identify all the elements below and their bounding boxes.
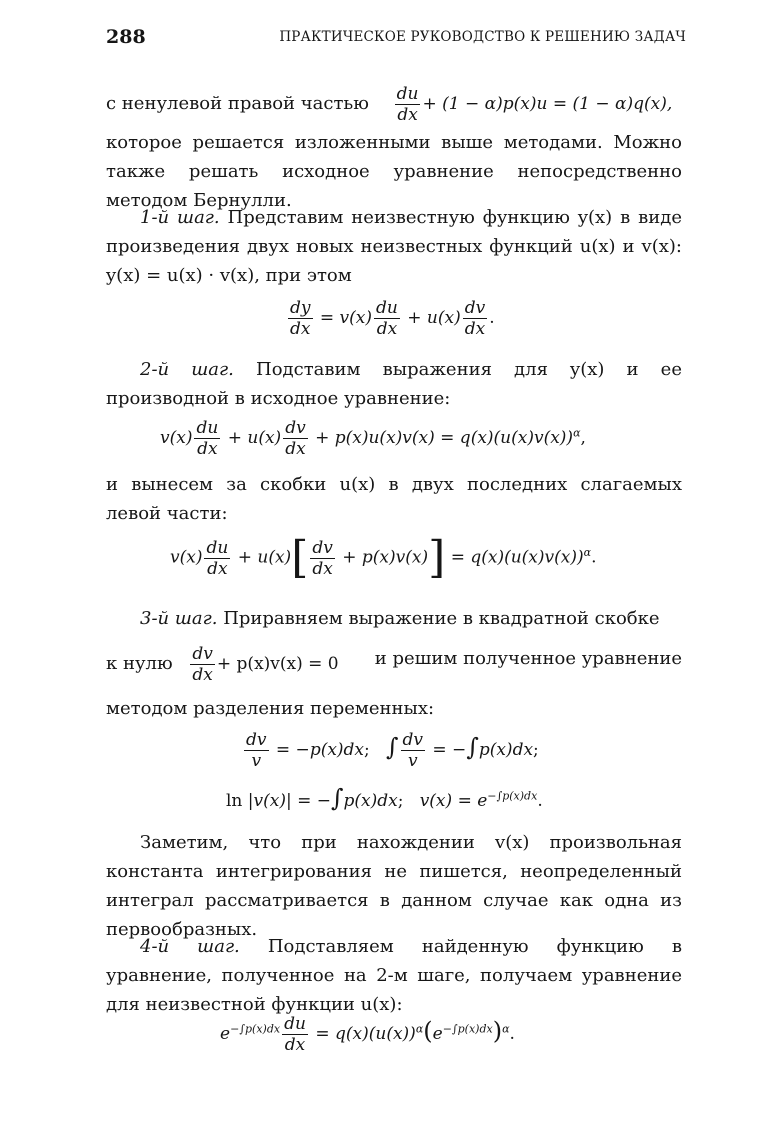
step-2 — [106, 355, 682, 413]
equation-1: $\frac{du}{dx}$ + (1 − α)p(x)u = (1 − α)q(x), — [396, 84, 673, 125]
page-number: 288 — [106, 26, 146, 48]
step-2-label: 2-й шаг. — [140, 359, 234, 380]
step-4-label: 4-й шаг. — [140, 936, 240, 957]
intro-text: с ненулевой правой частью — [106, 93, 369, 114]
equation-3: v(x) $\frac{du}{dx}$ + u(x) $\frac{dv}{dx}$ + $p(x)u(x)v(x) = q(x)(u(x)v(x))^\alpha$, — [160, 418, 586, 459]
equation-8: $e^{-\int p(x)dx}$ $\frac{du}{dx}$ = $q(x)(u(x))^\alpha(e^{-\int p(x)dx})^\alpha$. — [220, 1014, 515, 1055]
step-1-label: 1-й шаг. — [140, 207, 220, 228]
equation-4: v(x) $\frac{du}{dx}$ + u(x)[ $\frac{dv}{dx}$ + $p(x)v(x)] = q(x)(u(x)v(x))^\alpha$. — [170, 532, 597, 583]
equation-6: $\frac{dv}{v}$ = −p(x)dx; ∫ $\frac{dv}{v}$ = −∫p(x)dx; — [246, 730, 539, 771]
note-paragraph: Заметим, что при нахождении v(x) произвольная константа интегрирования не пишется, неопределенный интеграл рассматривается в данном случае как одна из первообразных. — [106, 832, 682, 940]
step-3-last: методом разделения переменных: — [106, 698, 435, 719]
equation-5: $\frac{dv}{dx}$ + p(x)v(x) = 0 — [192, 644, 339, 685]
step-1 — [106, 203, 682, 290]
step-3-k: к нулю — [106, 653, 173, 674]
equation-7: ln |v(x)| = −∫p(x)dx; $v(x) = e^{-\int p(x)dx}$. — [226, 784, 543, 812]
page-header — [106, 26, 686, 52]
step-3-line — [106, 644, 682, 685]
step-1-text: Представим неизвестную функцию y(x) в виде произведения двух новых неизвестных функций u(x) и v(x): y(x) = u(x) · v(x), при этом — [106, 207, 682, 286]
step-3 — [106, 604, 682, 633]
intro-line — [106, 84, 682, 125]
step-3-label: 3-й шаг. — [140, 608, 218, 629]
running-title: ПРАКТИЧЕСКОЕ РУКОВОДСТВО К РЕШЕНИЮ ЗАДАЧ — [279, 29, 686, 45]
intro-rest: которое решается изложенными выше методами. Можно также решать исходное уравнение непосредственно методом Бернулли. — [106, 132, 682, 211]
step-2-text: Подставим выражения для y(x) и ее производной в исходное уравнение: — [106, 359, 682, 409]
step-3-text: Приравняем выражение в квадратной скобке — [223, 608, 660, 629]
step-3-tail: и решим полученное уравнение — [374, 648, 682, 669]
factor-text: и вынесем за скобки u(x) в двух последних слагаемых левой части: — [106, 474, 682, 524]
equation-2: $\frac{dy}{dx}$ = v(x) $\frac{du}{dx}$ + u(x) $\frac{dv}{dx}$ . — [290, 298, 495, 339]
step-4-text: Подставляем найденную функцию в уравнение, полученное на 2-м шаге, получаем уравнение для неизвестной функции u(x): — [106, 936, 682, 1015]
step-4 — [106, 932, 682, 1019]
